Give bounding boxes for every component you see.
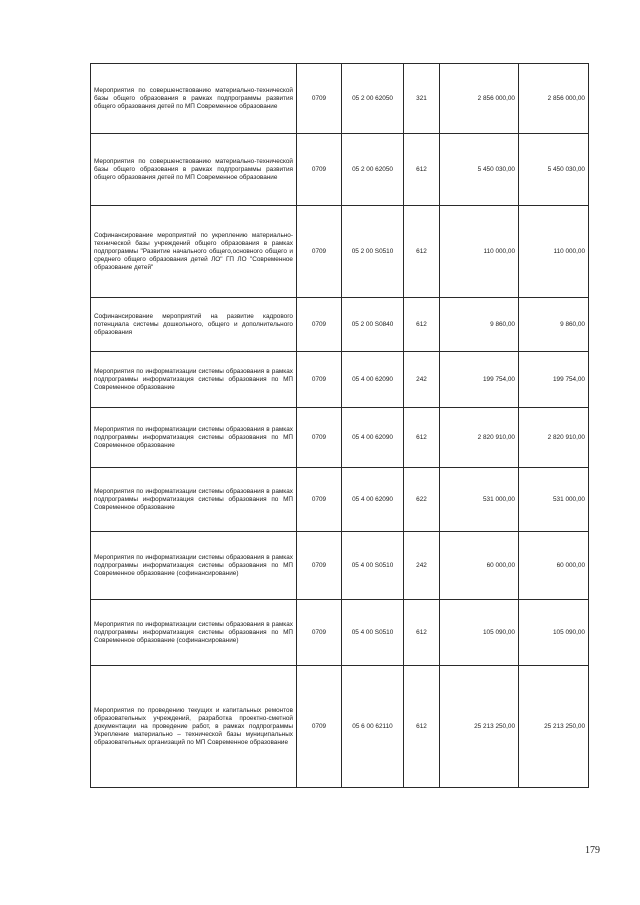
table-row (91, 64, 589, 134)
amount-cell: 531 000,00 (440, 468, 519, 532)
amount-cell: 110 000,00 (519, 206, 589, 298)
target-article-cell: 05 2 00 62050 (342, 64, 404, 134)
expense-type-cell: 321 (404, 64, 440, 134)
table-row (91, 134, 589, 206)
section-code-cell: 0709 (297, 468, 342, 532)
section-code-cell: 0709 (297, 666, 342, 788)
target-article-cell: 05 4 00 62090 (342, 408, 404, 468)
expense-name-cell: Софинансирование мероприятий по укреплению материально-технической базы учреждений общего образования в рамках подпрограммы "Развитие начального общего,основного общего и среднего общего образования детей ЛО" ГП ЛО "Современное образование детей" (91, 206, 297, 298)
expense-type-cell: 612 (404, 206, 440, 298)
amount-cell: 110 000,00 (440, 206, 519, 298)
amount-cell: 199 754,00 (519, 352, 589, 408)
amount-cell: 25 213 250,00 (519, 666, 589, 788)
expense-type-cell: 242 (404, 532, 440, 600)
target-article-cell: 05 2 00 S0510 (342, 206, 404, 298)
section-code-cell: 0709 (297, 532, 342, 600)
page-number: 179 (585, 845, 600, 856)
expense-type-cell: 612 (404, 408, 440, 468)
expense-name-cell: Мероприятия по совершенствованию материально-технической базы общего образования в рамках подпрограммы развития общего образования детей по МП Современное образование (91, 64, 297, 134)
amount-cell: 60 000,00 (519, 532, 589, 600)
amount-cell: 60 000,00 (440, 532, 519, 600)
section-code-cell: 0709 (297, 298, 342, 352)
budget-table-body (91, 64, 589, 788)
table-row (91, 468, 589, 532)
expense-name-cell: Мероприятия по информатизации системы образования в рамках подпрограммы информатизация системы образования по МП Современное образование (софинансирование) (91, 600, 297, 666)
amount-cell: 105 090,00 (519, 600, 589, 666)
table-row (91, 600, 589, 666)
budget-table (90, 63, 589, 788)
amount-cell: 9 860,00 (519, 298, 589, 352)
amount-cell: 2 820 910,00 (519, 408, 589, 468)
expense-type-cell: 612 (404, 134, 440, 206)
section-code-cell: 0709 (297, 134, 342, 206)
expense-type-cell: 622 (404, 468, 440, 532)
section-code-cell: 0709 (297, 600, 342, 666)
section-code-cell: 0709 (297, 408, 342, 468)
expense-name-cell: Мероприятия по информатизации системы образования в рамках подпрограммы информатизация системы образования по МП Современное образование (91, 408, 297, 468)
expense-name-cell: Мероприятия по совершенствованию материально-технической базы общего образования в рамках подпрограммы развития общего образования детей по МП Современное образование (91, 134, 297, 206)
target-article-cell: 05 6 00 62110 (342, 666, 404, 788)
table-row (91, 408, 589, 468)
target-article-cell: 05 4 00 62090 (342, 468, 404, 532)
amount-cell: 531 000,00 (519, 468, 589, 532)
table-row (91, 298, 589, 352)
target-article-cell: 05 4 00 S0510 (342, 600, 404, 666)
target-article-cell: 05 2 00 S0840 (342, 298, 404, 352)
target-article-cell: 05 4 00 62090 (342, 352, 404, 408)
section-code-cell: 0709 (297, 206, 342, 298)
expense-name-cell: Софинансирование мероприятий на развитие кадрового потенциала системы дошкольного, общего и дополнительного образования (91, 298, 297, 352)
amount-cell: 2 820 910,00 (440, 408, 519, 468)
amount-cell: 5 450 030,00 (519, 134, 589, 206)
target-article-cell: 05 4 00 S0510 (342, 532, 404, 600)
expense-type-cell: 612 (404, 600, 440, 666)
amount-cell: 2 856 000,00 (440, 64, 519, 134)
table-row (91, 666, 589, 788)
amount-cell: 2 856 000,00 (519, 64, 589, 134)
target-article-cell: 05 2 00 62050 (342, 134, 404, 206)
amount-cell: 105 090,00 (440, 600, 519, 666)
amount-cell: 25 213 250,00 (440, 666, 519, 788)
expense-name-cell: Мероприятия по информатизации системы образования в рамках подпрограммы информатизация системы образования по МП Современное образование (софинансирование) (91, 532, 297, 600)
expense-name-cell: Мероприятия по информатизации системы образования в рамках подпрограммы информатизация системы образования по МП Современное образование (91, 468, 297, 532)
expense-name-cell: Мероприятия по информатизации системы образования в рамках подпрограммы информатизация системы образования по МП Современное образование (91, 352, 297, 408)
amount-cell: 199 754,00 (440, 352, 519, 408)
table-row (91, 352, 589, 408)
section-code-cell: 0709 (297, 352, 342, 408)
amount-cell: 9 860,00 (440, 298, 519, 352)
expense-type-cell: 612 (404, 666, 440, 788)
expense-type-cell: 242 (404, 352, 440, 408)
amount-cell: 5 450 030,00 (440, 134, 519, 206)
table-row (91, 206, 589, 298)
expense-type-cell: 612 (404, 298, 440, 352)
table-row (91, 532, 589, 600)
expense-name-cell: Мероприятия по проведению текущих и капитальных ремонтов образовательных учреждений, разработка проектно-сметной документации на проведение работ, в рамках подпрограммы Укрепление материально – технической базы муниципальных образовательных организаций по МП Современное образование (91, 666, 297, 788)
section-code-cell: 0709 (297, 64, 342, 134)
